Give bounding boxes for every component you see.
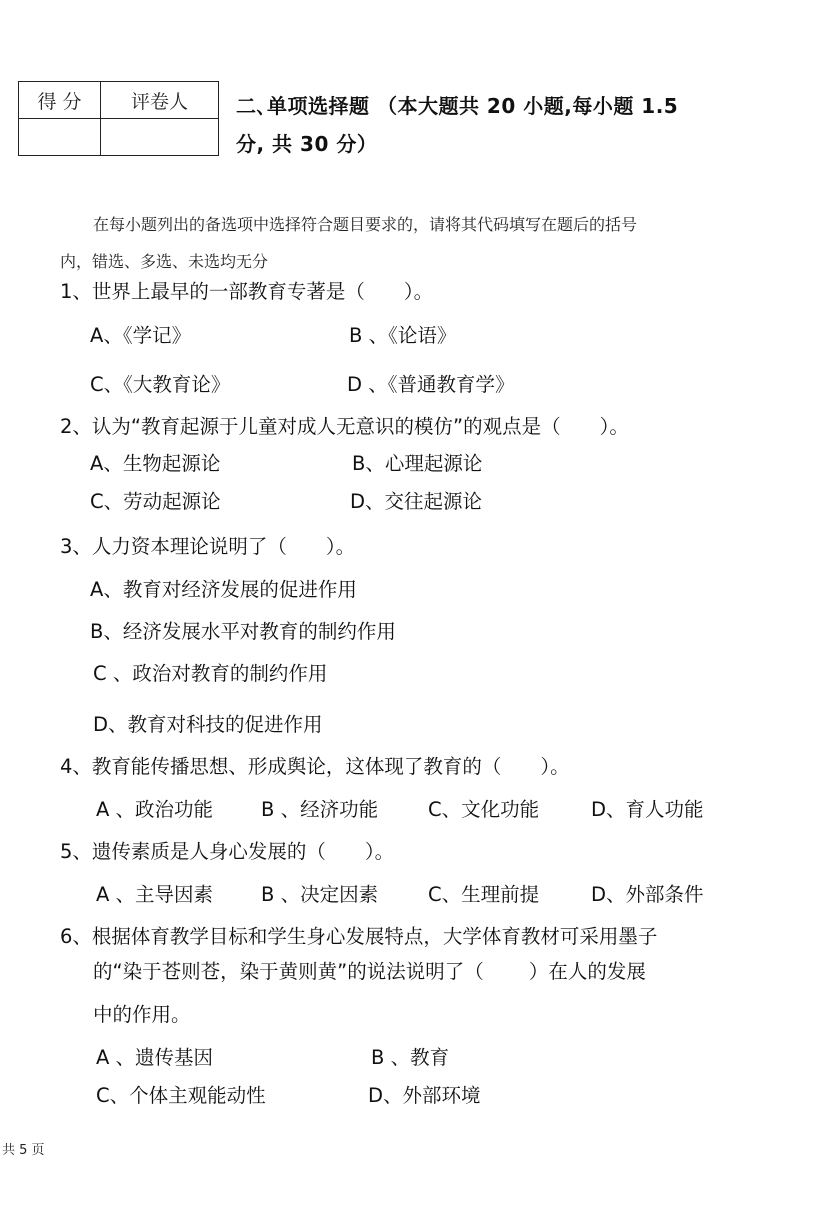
- question-4-option-d: D、育人功能: [591, 798, 704, 821]
- question-4-option-b: B 、经济功能: [261, 798, 379, 821]
- question-1-stem: 1、世界上最早的一部教育专著是（ ）。: [60, 280, 434, 303]
- question-5-option-a: A 、主导因素: [96, 883, 214, 906]
- score-cell: [19, 119, 101, 156]
- question-4-option-c: C、文化功能: [428, 798, 540, 821]
- question-6-option-c: C、个体主观能动性: [96, 1084, 266, 1107]
- question-5-option-b: B 、决定因素: [261, 883, 379, 906]
- question-2-option-c: C、劳动起源论: [90, 490, 221, 513]
- question-3-option-d: D、教育对科技的促进作用: [93, 713, 323, 736]
- page-count: 共 5 页: [2, 1143, 45, 1158]
- score-table: [18, 81, 219, 156]
- question-6-option-a: A 、遗传基因: [96, 1046, 214, 1069]
- question-3-option-a: A、教育对经济发展的促进作用: [90, 578, 357, 601]
- question-4-stem: 4、教育能传播思想、形成舆论，这体现了教育的（ ）。: [60, 755, 570, 778]
- instruction-line1: 在每小题列出的备选项中选择符合题目要求的，请将其代码填写在题后的括号: [93, 215, 638, 234]
- question-6-option-b: B 、教育: [371, 1046, 450, 1069]
- question-1-option-a: A、《学记》: [90, 324, 192, 347]
- grader-label: 评卷人: [101, 82, 219, 119]
- question-5-stem: 5、遗传素质是人身心发展的（ ）。: [60, 840, 395, 863]
- question-6-stem-line2: 的“染于苍则苍，染于黄则黄”的说法说明了（ ）在人的发展: [93, 960, 646, 983]
- question-1-option-c: C、《大教育论》: [90, 373, 231, 396]
- question-6-option-d: D、外部环境: [368, 1084, 481, 1107]
- question-1-option-d: D 、《普通教育学》: [347, 373, 515, 396]
- question-2-option-b: B、心理起源论: [352, 452, 483, 475]
- grader-cell: [101, 119, 219, 156]
- question-2-option-d: D、交往起源论: [350, 490, 483, 513]
- question-6-stem-line3: 中的作用。: [93, 1003, 191, 1026]
- question-5-option-c: C、生理前提: [428, 883, 540, 906]
- question-1-option-b: B 、《论语》: [349, 324, 457, 347]
- question-6-stem-line1: 6、根据体育教学目标和学生身心发展特点，大学体育教材可采用墨子: [60, 925, 658, 948]
- section-title-line1: 二､单项选择题 （本大题共 20 小题,每小题 1.5: [236, 94, 679, 118]
- instruction-line2: 内，错选、多选、未选均无分: [60, 252, 269, 271]
- question-3-option-b: B、经济发展水平对教育的制约作用: [90, 620, 396, 643]
- question-5-option-d: D、外部条件: [591, 883, 704, 906]
- question-3-stem: 3、人力资本理论说明了（ ）。: [60, 535, 356, 558]
- question-2-option-a: A、生物起源论: [90, 452, 221, 475]
- question-2-stem: 2、认为“教育起源于儿童对成人无意识的模仿”的观点是（ ）。: [60, 415, 629, 438]
- question-4-option-a: A 、政治功能: [96, 798, 214, 821]
- question-3-option-c: C 、政治对教育的制约作用: [93, 662, 328, 685]
- score-label: 得 分: [19, 82, 101, 119]
- section-title-line2: 分, 共 30 分）: [236, 132, 378, 156]
